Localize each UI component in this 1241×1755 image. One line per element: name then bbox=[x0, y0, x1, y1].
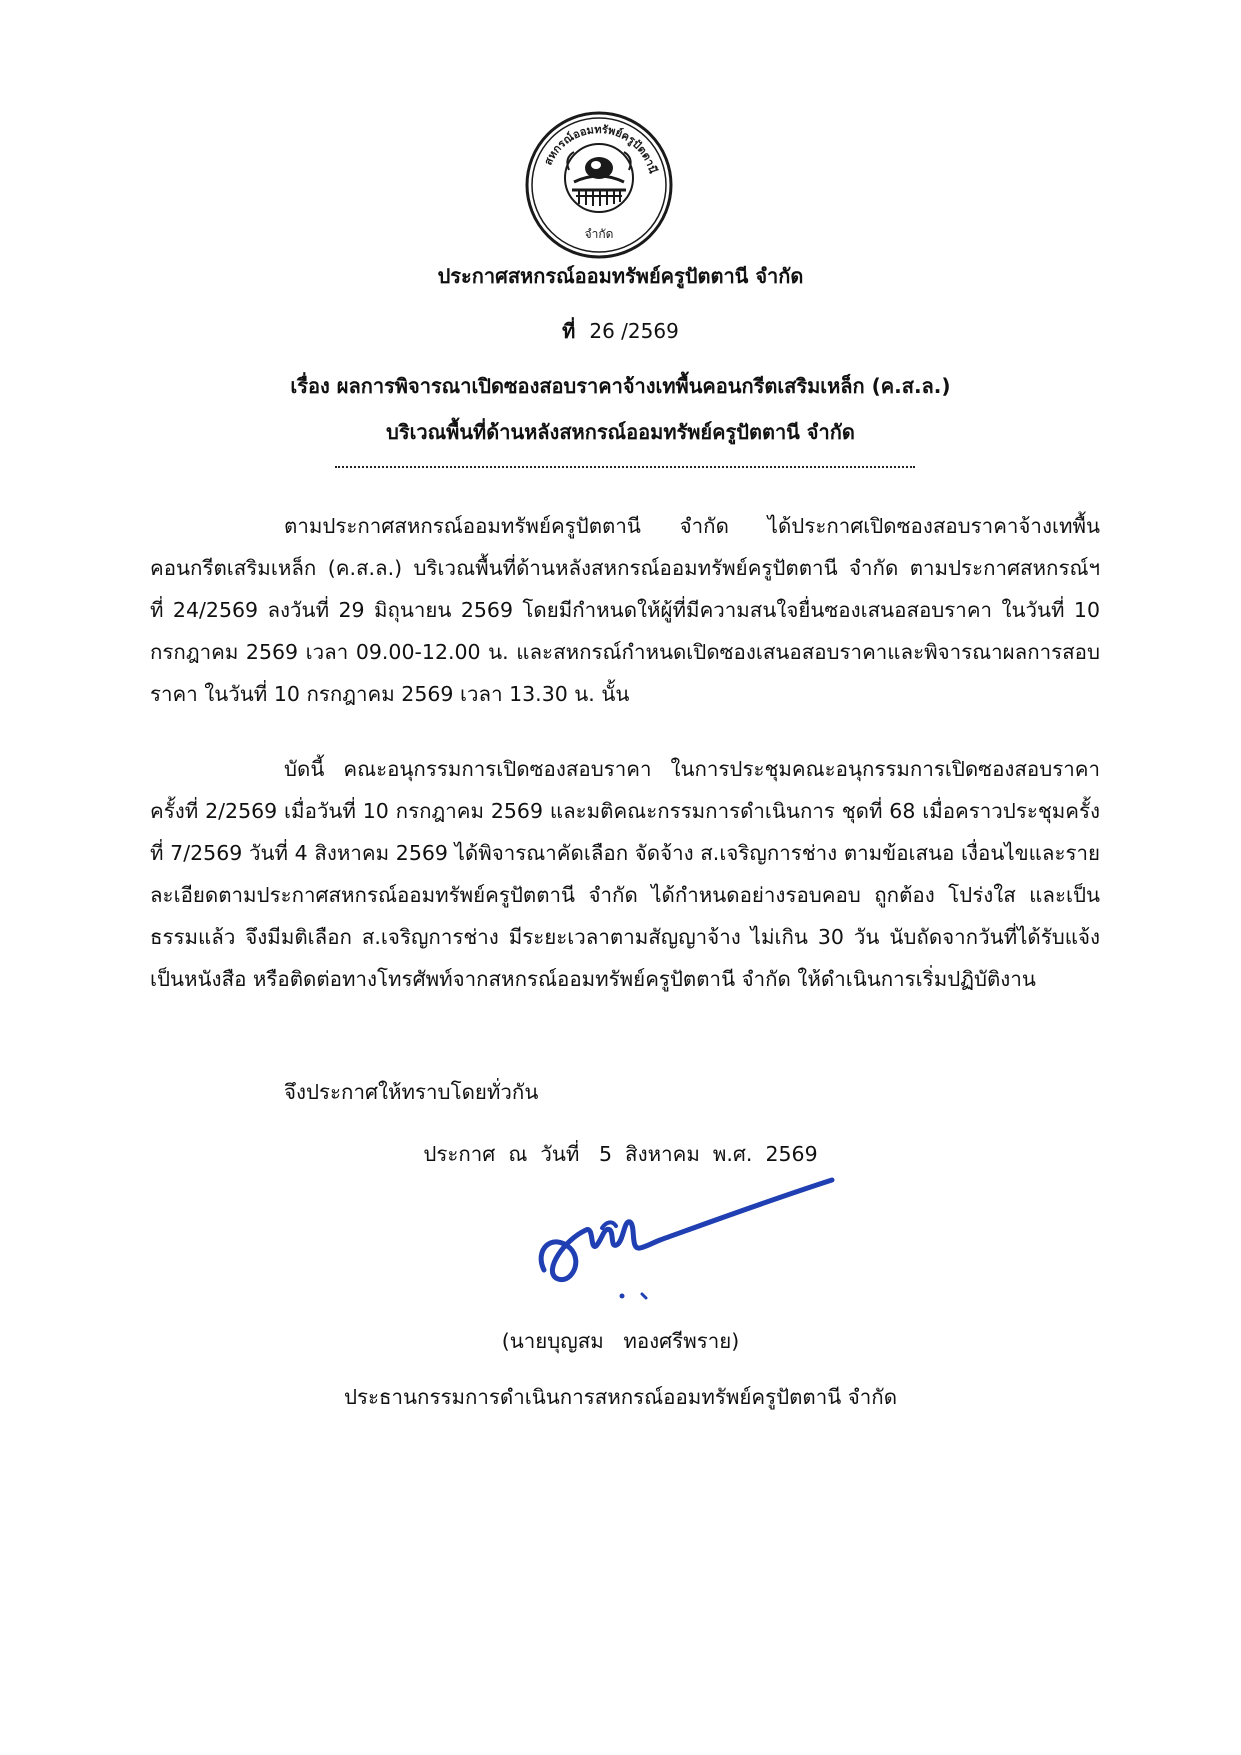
paragraph-1-text: ตามประกาศสหกรณ์ออมทรัพย์ครูปัตตานี จำกัด ได้ประกาศเปิดซองสอบราคาจ้างเทพื้นคอนกรีตเสริมเหล็ก (ค.ส.ล.) บริเวณพื้นที่ด้านหลังสหกรณ์ออมทรัพย์ครูปัตตานี จำกัด ตามประกาศสหกรณ์ฯ ที่ 24/2569 ลงวันที่ 29 มิถุนายน 2569 โดยมีกำหนดให้ผู้ที่มีความสนใจยื่นซองเสนอสอบราคา ในวันที่ 10 กรกฎาคม 2569 เวลา 09.00-12.00 น. และสหกรณ์กำหนดเปิดซองเสนอสอบราคาและพิจารณาผลการสอบราคา ในวันที่ 10 กรกฎาคม 2569 เวลา 13.30 น. นั้น bbox=[150, 514, 1100, 706]
signer-name: (นายบุญสม ทองศรีพราย) bbox=[501, 1329, 740, 1353]
announcement-title: ประกาศสหกรณ์ออมทรัพย์ครูปัตตานี จำกัด bbox=[437, 264, 804, 288]
announcement-number bbox=[0, 317, 1241, 345]
subject-line-2: บริเวณพื้นที่ด้านหลังสหกรณ์ออมทรัพย์ครูปัตตานี จำกัด bbox=[386, 420, 855, 444]
seal-ring-text: สหกรณ์ออมทรัพย์ครูปัตตานี bbox=[541, 122, 660, 175]
paragraph-2-text: บัดนี้ คณะอนุกรรมการเปิดซองสอบราคา ในการประชุมคณะอนุกรรมการเปิดซองสอบราคา ครั้งที่ 2/2569 เมื่อวันที่ 10 กรกฎาคม 2569 และมติคณะกรรมการดำเนินการ ชุดที่ 68 เมื่อคราวประชุมครั้งที่ 7/2569 วันที่ 4 สิงหาคม 2569 ได้พิจารณาคัดเลือก จัดจ้าง ส.เจริญการช่าง ตามข้อเสนอ เงื่อนไขและรายละเอียดตามประกาศสหกรณ์ออมทรัพย์ครูปัตตานี จำกัด ได้กำหนดอย่างรอบคอบ ถูกต้อง โปร่งใส และเป็นธรรมแล้ว จึงมีมติเลือก ส.เจริญการช่าง มีระยะเวลาตามสัญญาจ้าง ไม่เกิน 30 วัน นับถัดจากวันที่ได้รับแจ้งเป็นหนังสือ หรือติดต่อทางโทรศัพท์จากสหกรณ์ออมทรัพย์ครูปัตตานี จำกัด ให้ดำเนินการเริ่มปฏิบัติงาน bbox=[150, 757, 1100, 991]
subject-line-1: เรื่อง ผลการพิจารณาเปิดซองสอบราคาจ้างเทพื้นคอนกรีตเสริมเหล็ก (ค.ส.ล.) bbox=[290, 374, 951, 398]
signer-position: ประธานกรรมการดำเนินการสหกรณ์ออมทรัพย์ครูปัตตานี จำกัด bbox=[343, 1385, 898, 1409]
seal-bottom-text: จำกัด bbox=[584, 227, 614, 241]
closing-statement: จึงประกาศให้ทราบโดยทั่วกัน bbox=[284, 1080, 539, 1104]
announcement-date: ประกาศ ณ วันที่ 5 สิงหาคม พ.ศ. 2569 bbox=[423, 1142, 818, 1166]
body-paragraph-2 bbox=[150, 748, 1100, 1000]
dotted-divider bbox=[335, 466, 915, 468]
number-label: ที่ bbox=[562, 319, 576, 343]
cooperative-seal-logo bbox=[524, 110, 674, 260]
body-paragraph-1 bbox=[150, 505, 1100, 715]
number-value: 26 /2569 bbox=[589, 319, 679, 343]
handwritten-signature bbox=[530, 1170, 840, 1310]
